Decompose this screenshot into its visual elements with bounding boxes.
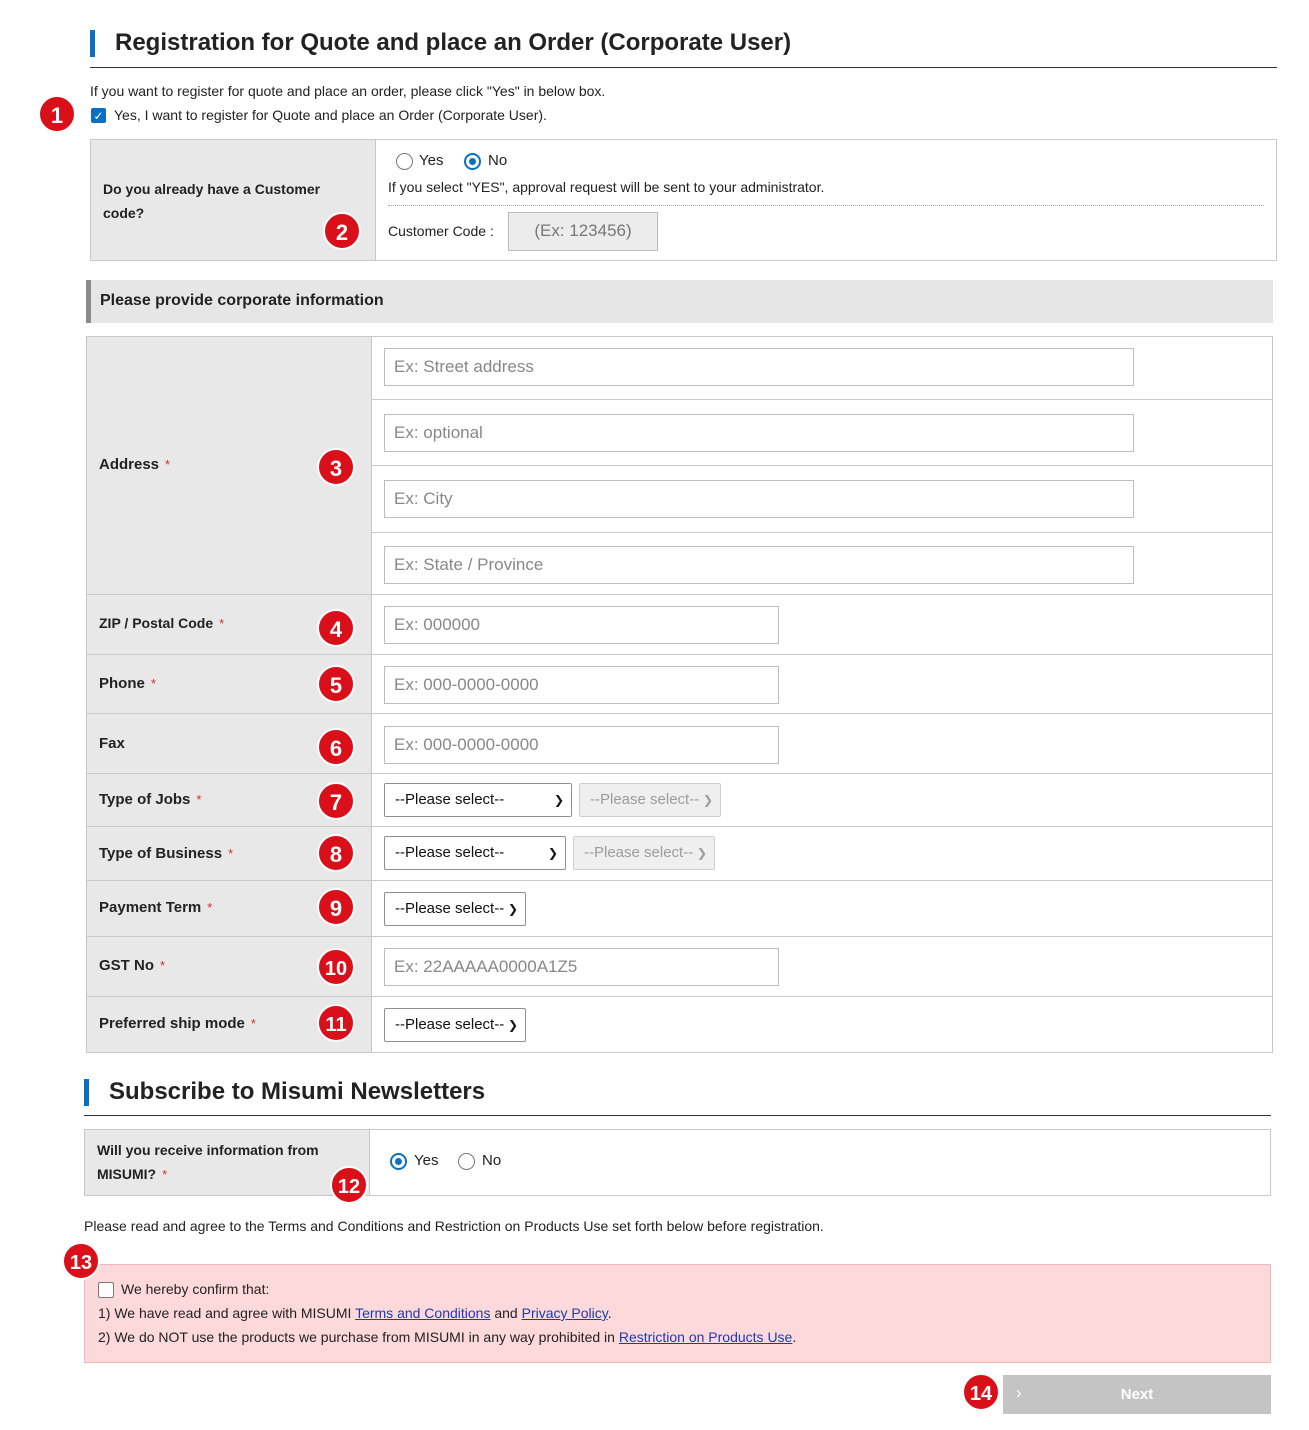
terms-confirm-label: We hereby confirm that: [121, 1281, 270, 1297]
next-button[interactable] [1003, 1375, 1271, 1414]
type-of-business-subselect-value: --Please select-- [584, 844, 694, 861]
row-divider [86, 773, 1273, 774]
newsletter-question-text: Will you receive information from MISUMI? [97, 1142, 319, 1182]
required-mark: * [160, 958, 166, 973]
newsletter-question [97, 1138, 347, 1187]
terms-line-1 [98, 1305, 612, 1321]
gst-label-text: GST No [99, 957, 154, 974]
type-of-jobs-label [99, 791, 201, 808]
annotation-badge-4: 4 [317, 609, 355, 647]
terms-period: . [607, 1305, 612, 1321]
annotation-badge-9: 9 [317, 888, 355, 926]
zip-label [99, 615, 224, 631]
type-of-business-select-value: --Please select-- [395, 844, 505, 861]
chevron-down-icon: ❯ [553, 793, 564, 807]
annotation-badge-14: 14 [962, 1373, 1000, 1411]
terms-and-text: and [490, 1305, 522, 1321]
customer-code-dotted-divider [388, 205, 1264, 206]
chevron-down-icon: ❯ [696, 846, 707, 860]
newsletter-value-cell [369, 1129, 1271, 1196]
terms-confirm-checkbox[interactable] [98, 1282, 114, 1298]
newsletter-no-label: No [482, 1152, 502, 1169]
register-checkbox[interactable]: ✓ [91, 108, 106, 123]
ship-mode-select[interactable] [384, 1008, 526, 1042]
city-input[interactable]: Ex: City [384, 480, 1134, 518]
newsletter-yes-radio[interactable] [390, 1153, 407, 1170]
required-mark: * [250, 1016, 256, 1031]
ship-mode-select-value: --Please select-- [395, 1016, 505, 1033]
required-mark: * [196, 792, 202, 807]
chevron-down-icon: ❯ [547, 846, 558, 860]
chevron-down-icon: ❯ [702, 793, 713, 807]
section-accent-bar [90, 30, 95, 57]
required-mark: * [228, 846, 234, 861]
newsletter-accent-bar [84, 1079, 89, 1106]
customer-code-note: If you select "YES", approval request will be sent to your administrator. [388, 179, 825, 195]
row-divider [86, 996, 1273, 997]
gst-input[interactable]: Ex: 22AAAAA0000A1Z5 [384, 948, 779, 986]
title-divider [90, 67, 1277, 68]
annotation-badge-13: 13 [62, 1242, 100, 1280]
fax-input[interactable]: Ex: 000-0000-0000 [384, 726, 779, 764]
payment-term-select-value: --Please select-- [395, 900, 505, 917]
annotation-badge-2: 2 [323, 212, 361, 250]
next-button-label: Next [1120, 1386, 1154, 1403]
customer-code-question: Do you already have a Customer code? [103, 181, 321, 221]
annotation-badge-1: 1 [38, 95, 76, 133]
newsletter-yes-label: Yes [414, 1152, 439, 1169]
customer-code-no-label: No [488, 152, 508, 169]
customer-code-yes-label: Yes [419, 152, 444, 169]
zip-label-text: ZIP / Postal Code [99, 615, 214, 631]
terms-and-conditions-link[interactable]: Terms and Conditions [355, 1305, 491, 1321]
ship-mode-label-text: Preferred ship mode [99, 1015, 245, 1032]
type-of-jobs-subselect-value: --Please select-- [590, 791, 700, 808]
ship-mode-label [99, 1015, 256, 1032]
terms-intro: Please read and agree to the Terms and Conditions and Restriction on Products Use set forth below before registration. [84, 1218, 824, 1234]
chevron-down-icon: ❯ [507, 1018, 518, 1032]
annotation-badge-6: 6 [317, 728, 355, 766]
annotation-badge-3: 3 [317, 448, 355, 486]
payment-term-select[interactable] [384, 892, 526, 926]
type-of-jobs-select[interactable] [384, 783, 572, 817]
address-label-text: Address [99, 456, 160, 473]
annotation-badge-8: 8 [317, 834, 355, 872]
fax-label: Fax [99, 735, 125, 752]
register-checkbox-label: Yes, I want to register for Quote and place an Order (Corporate User). [114, 107, 547, 123]
annotation-badge-11: 11 [317, 1004, 355, 1042]
address-subrow-divider [371, 465, 1273, 466]
required-mark: * [150, 676, 156, 691]
type-of-business-label-text: Type of Business [99, 845, 223, 862]
type-of-jobs-subselect[interactable] [579, 783, 721, 817]
required-mark: * [162, 1167, 168, 1182]
street-address-input[interactable]: Ex: Street address [384, 348, 1134, 386]
restriction-on-products-use-link[interactable]: Restriction on Products Use [618, 1329, 793, 1345]
address-label [99, 456, 170, 473]
registration-intro: If you want to register for quote and place an order, please click "Yes" in below box. [90, 83, 606, 99]
phone-label [99, 675, 156, 692]
terms-line-2-text: 2) We do NOT use the products we purchase from MISUMI in any way prohibited in [98, 1329, 619, 1345]
phone-input[interactable]: Ex: 000-0000-0000 [384, 666, 779, 704]
row-divider [86, 594, 1273, 595]
required-mark: * [207, 900, 213, 915]
payment-term-label [99, 899, 212, 916]
annotation-badge-12: 12 [330, 1166, 368, 1204]
row-divider [86, 936, 1273, 937]
zip-input[interactable]: Ex: 000000 [384, 606, 779, 644]
type-of-business-select[interactable] [384, 836, 566, 870]
address-subrow-divider [371, 532, 1273, 533]
annotation-badge-5: 5 [317, 665, 355, 703]
terms-line-1-text: 1) We have read and agree with MISUMI [98, 1305, 356, 1321]
privacy-policy-link[interactable]: Privacy Policy [521, 1305, 608, 1321]
chevron-right-icon: › [1016, 1383, 1022, 1402]
newsletter-title: Subscribe to Misumi Newsletters [109, 1078, 486, 1105]
type-of-business-label [99, 845, 233, 862]
row-divider [86, 880, 1273, 881]
payment-term-label-text: Payment Term [99, 899, 202, 916]
annotation-badge-10: 10 [317, 948, 355, 986]
required-mark: * [165, 457, 171, 472]
row-divider [86, 826, 1273, 827]
corporate-section-title: Please provide corporate information [100, 292, 384, 309]
row-divider [86, 654, 1273, 655]
required-mark: * [219, 616, 225, 631]
gst-label [99, 957, 165, 974]
row-divider [86, 713, 1273, 714]
customer-code-field-label: Customer Code : [388, 223, 494, 239]
type-of-business-subselect[interactable] [573, 836, 715, 870]
newsletter-divider [84, 1115, 1271, 1116]
customer-code-yes-radio[interactable] [396, 153, 413, 170]
customer-code-input[interactable]: (Ex: 123456) [508, 212, 658, 251]
annotation-badge-7: 7 [317, 782, 355, 820]
newsletter-no-radio[interactable] [458, 1153, 475, 1170]
state-province-input[interactable]: Ex: State / Province [384, 546, 1134, 584]
type-of-jobs-select-value: --Please select-- [395, 791, 505, 808]
page-title: Registration for Quote and place an Order (Corporate User) [115, 29, 792, 56]
address-optional-input[interactable]: Ex: optional [384, 414, 1134, 452]
terms-line-2 [98, 1329, 796, 1345]
chevron-down-icon: ❯ [507, 902, 518, 916]
phone-label-text: Phone [99, 675, 145, 692]
type-of-jobs-label-text: Type of Jobs [99, 791, 191, 808]
customer-code-no-radio[interactable] [464, 153, 481, 170]
terms-period: . [792, 1329, 797, 1345]
address-subrow-divider [371, 399, 1273, 400]
